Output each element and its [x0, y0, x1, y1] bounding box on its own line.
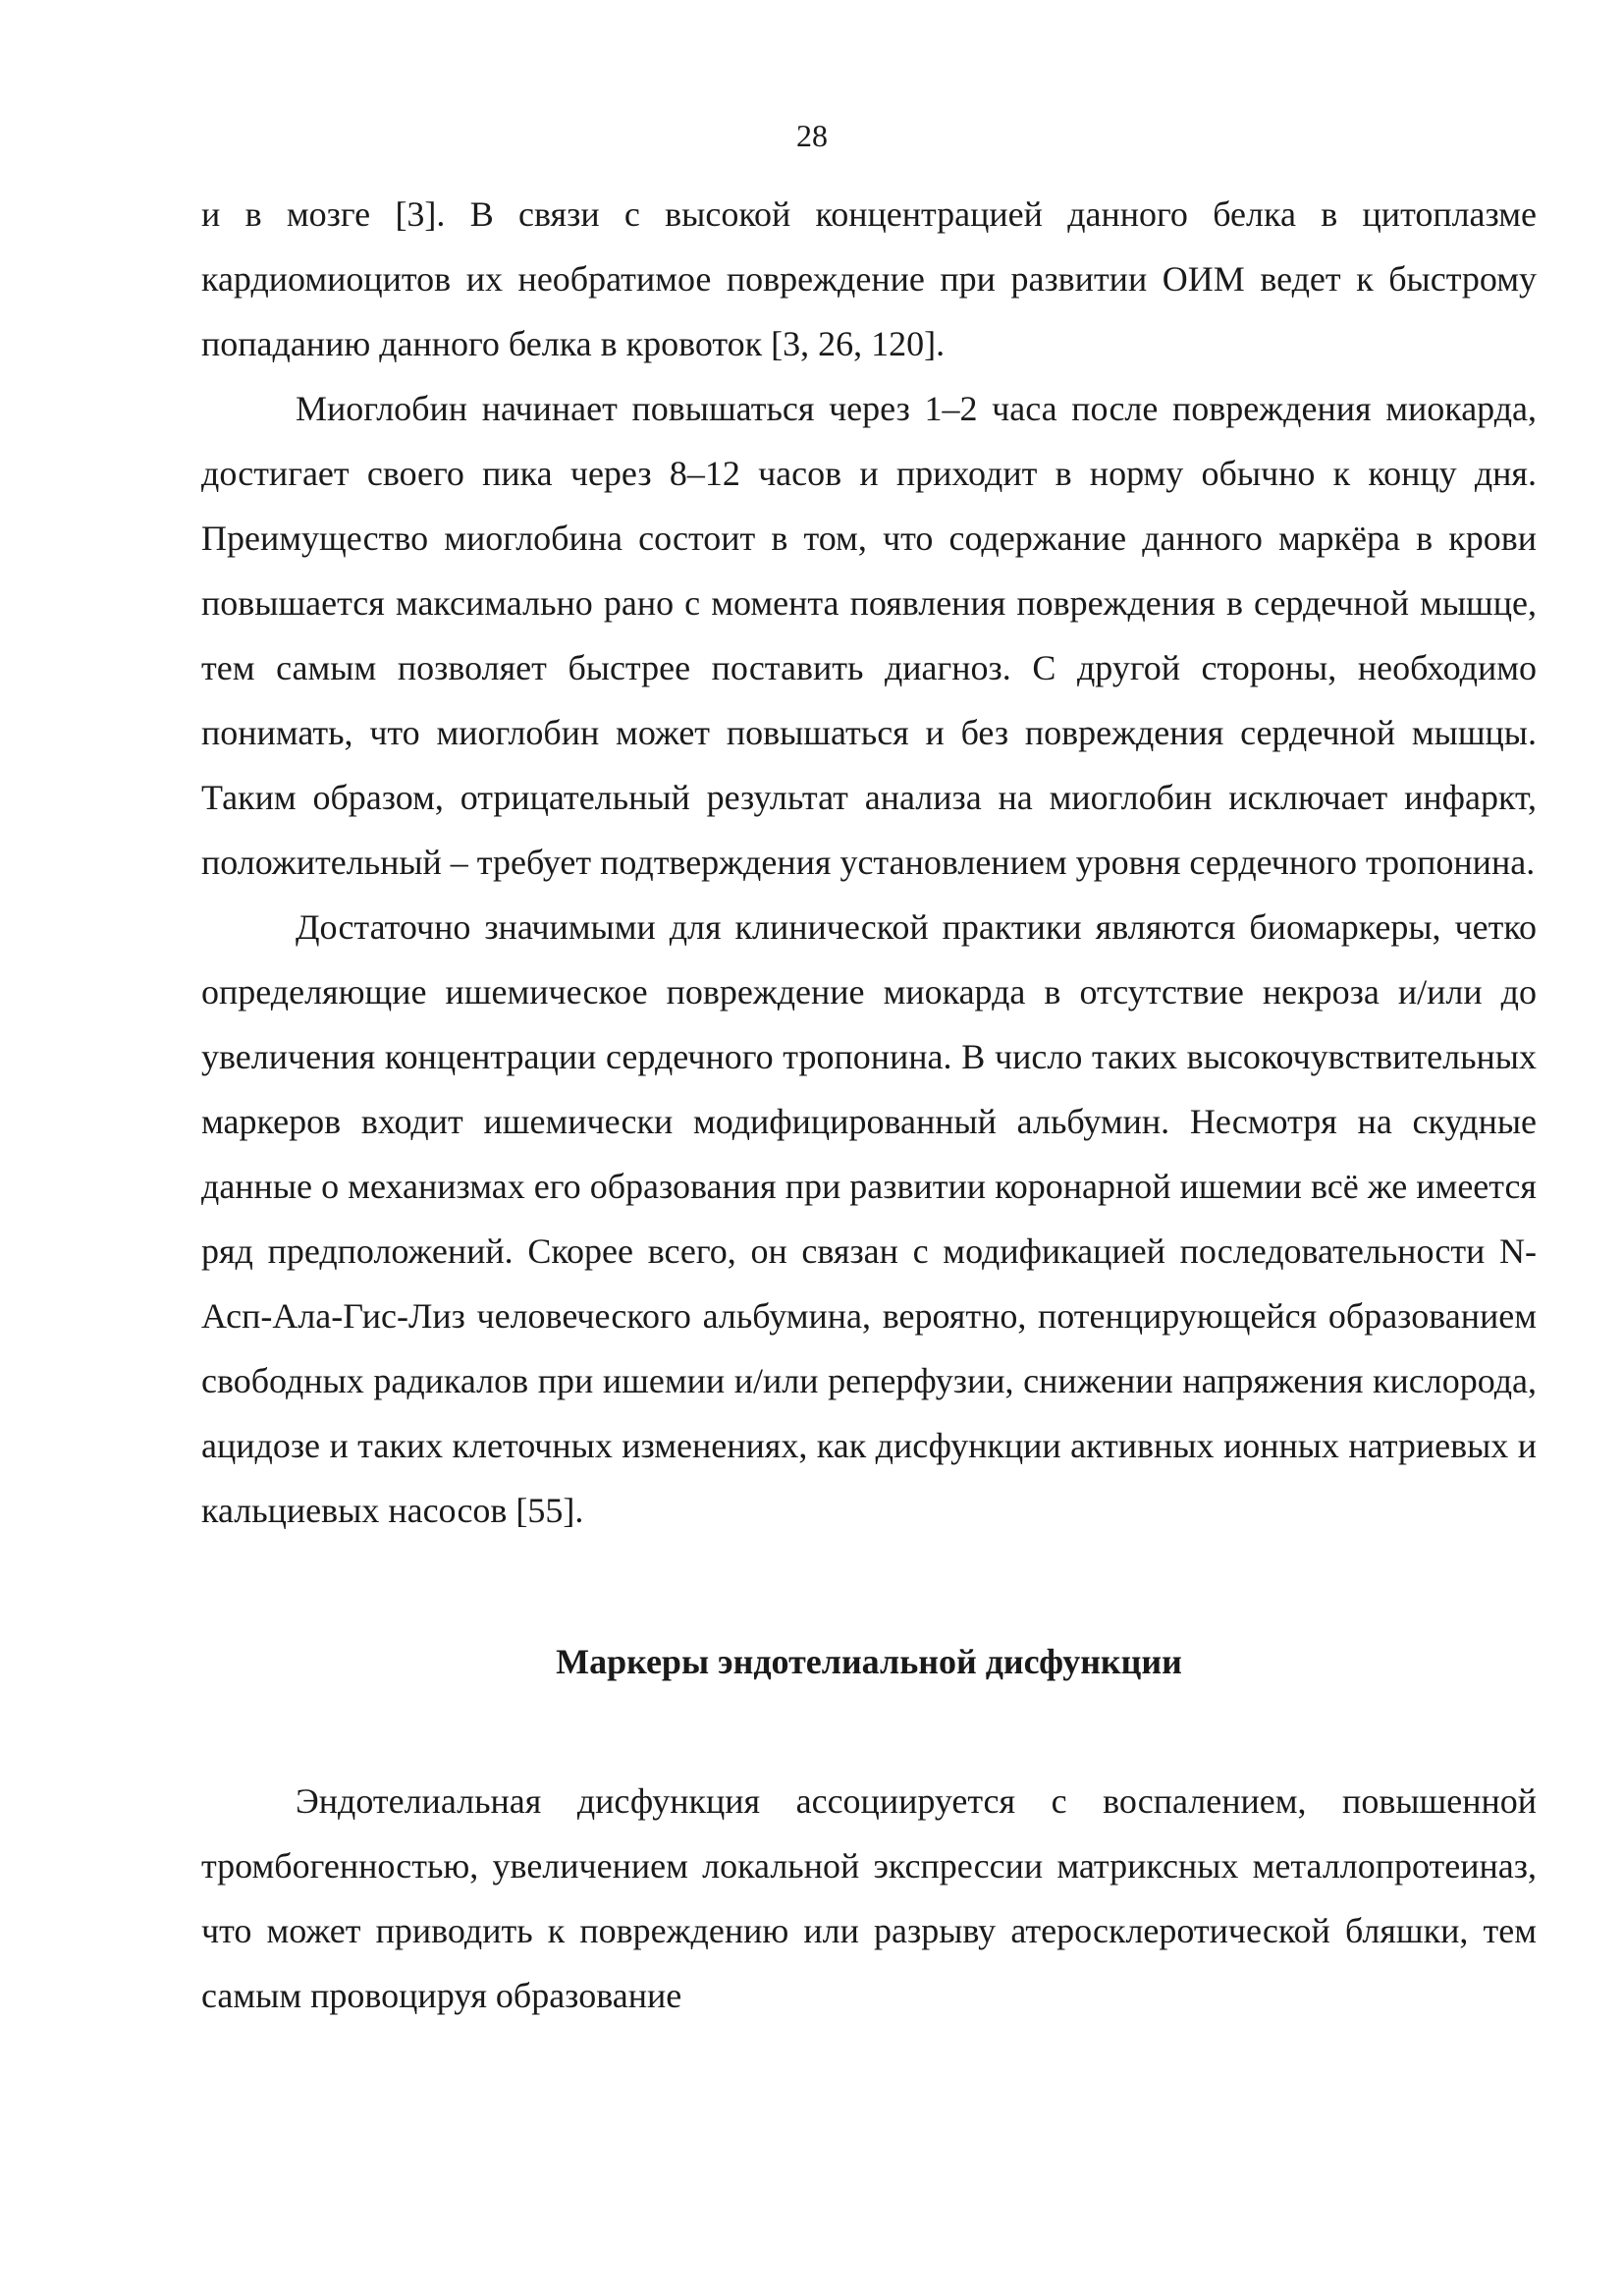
paragraph-continuation: и в мозге [3]. В связи с высокой концентрацией данного белка в цитоплазме кардиомиоцитов их необратимое повреждение при развитии ОИМ ведет к быстрому попаданию данного белка в кровоток [3, 26, 120].: [201, 194, 1537, 363]
section-heading: Маркеры эндотелиальной дисфункции: [556, 1642, 1182, 1681]
spacer: [201, 1543, 1537, 1629]
spacer: [201, 1694, 1537, 1769]
paragraph-endothelial-dysfunction: Эндотелиальная дисфункция ассоциируется с воспалением, повышенной тромбогенностью, увеличением локальной экспрессии матриксных металлопротеиназ, что может приводить к повреждению или разрыву атеросклеротической бляшки, тем самым провоцируя образование: [201, 1781, 1537, 2015]
paragraph-myoglobin: Миоглобин начинает повышаться через 1–2 часа после повреждения миокарда, достигает своего пика через 8–12 часов и приходит в норму обычно к концу дня. Преимущество миоглобина состоит в том, что содержание данного маркёра в крови повышается максимально рано с момента появления повреждения в сердечной мышце, тем самым позволяет быстрее поставить диагноз. С другой стороны, необходимо понимать, что миоглобин может повышаться и без повреждения сердечной мышцы. Таким образом, отрицательный результат анализа на миоглобин исключает инфаркт, положительный – требует подтверждения установлением уровня сердечного тропонина.: [201, 389, 1537, 882]
page-number: 28: [796, 118, 828, 153]
text-body: [201, 182, 1537, 2028]
paragraph-ischemia-modified-albumin: Достаточно значимыми для клинической практики являются биомаркеры, четко определяющие ишемическое повреждение миокарда в отсутствие некроза и/или до увеличения концентрации сердечного тропонина. В число таких высокочувствительных маркеров входит ишемически модифицированный альбумин. Несмотря на скудные данные о механизмах его образования при развитии коронарной ишемии всё же имеется ряд предположений. Скорее всего, он связан с модификацией последовательности N-Асп-Ала-Гис-Лиз человеческого альбумина, вероятно, потенцирующейся образованием свободных радикалов при ишемии и/или реперфузии, снижении напряжения кислорода, ацидозе и таких клеточных изменениях, как дисфункции активных ионных натриевых и кальциевых насосов [55].: [201, 907, 1537, 1530]
